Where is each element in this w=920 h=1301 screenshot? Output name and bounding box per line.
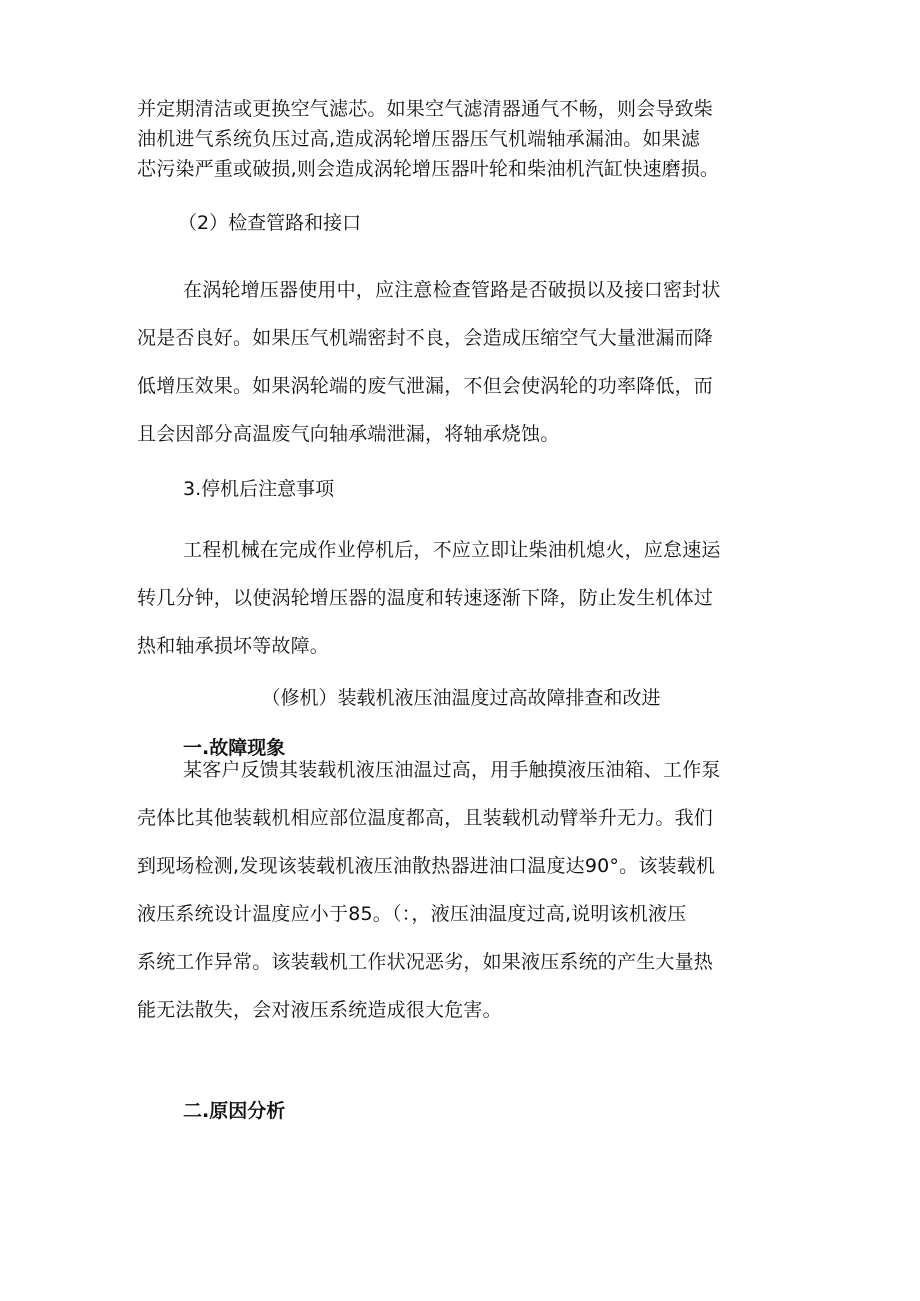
paragraph-shutdown (137, 526, 785, 670)
subheading-check-pipes: （2）检查管路和接口 (178, 212, 362, 234)
section-heading-symptom: 一.故障现象 (183, 737, 286, 759)
paragraph-line: 油机进气系统负压过高,造成涡轮增压器压气机端轴承漏油。如果滤 (137, 128, 701, 150)
paragraph-line: 液压系统设计温度应小于85。（：，液压油温度过高,说明该机液压 (137, 903, 687, 925)
paragraph-line: 能无法散失，会对液压系统造成很大危害。 (137, 999, 502, 1021)
paragraph-line: 低增压效果。如果涡轮端的废气泄漏，不但会使涡轮的功率降低，而 (137, 375, 714, 397)
paragraph-line: 到现场检测,发现该装载机液压油散热器进油口温度达90°。该装载机 (137, 855, 716, 877)
paragraph-line: 况是否良好。如果压气机端密封不良，会造成压缩空气大量泄漏而降 (137, 327, 714, 349)
article-title: （修机）装载机液压油温度过高故障排查和改进 (261, 687, 661, 709)
subheading-after-shutdown: 3.停机后注意事项 (183, 478, 335, 500)
paragraph-line: 壳体比其他装载机相应部位温度都高，且装载机动臂举升无力。我们 (137, 807, 714, 829)
paragraph-line: 并定期清洁或更换空气滤芯。如果空气滤清器通气不畅，则会导致柴 (137, 98, 714, 120)
paragraph-symptom (137, 746, 785, 1034)
paragraph-line: 转几分钟，以使涡轮增压器的温度和转速逐渐下降，防止发生机体过 (137, 587, 714, 609)
paragraph-line: 某客户反馈其装载机液压油温过高，用手触摸液压油箱、工作泵 (183, 759, 721, 781)
paragraph-air-filter (137, 94, 785, 184)
paragraph-line: 热和轴承损坏等故障。 (137, 635, 330, 657)
paragraph-line: 且会因部分高温废气向轴承端泄漏，将轴承烧蚀。 (137, 423, 560, 445)
paragraph-line: 在涡轮增压器使用中，应注意检查管路是否破损以及接口密封状 (183, 279, 721, 301)
paragraph-line: 芯污染严重或破损,则会造成涡轮增压器叶轮和柴油机汽缸快速磨损。 (137, 158, 720, 180)
paragraph-line: 系统工作异常。该装载机工作状况恶劣，如果液压系统的产生大量热 (137, 951, 714, 973)
paragraph-line: 工程机械在完成作业停机后，不应立即让柴油机熄火，应怠速运 (183, 539, 721, 561)
section-heading-cause: 二.原因分析 (183, 1100, 286, 1122)
paragraph-pipes (137, 266, 785, 458)
